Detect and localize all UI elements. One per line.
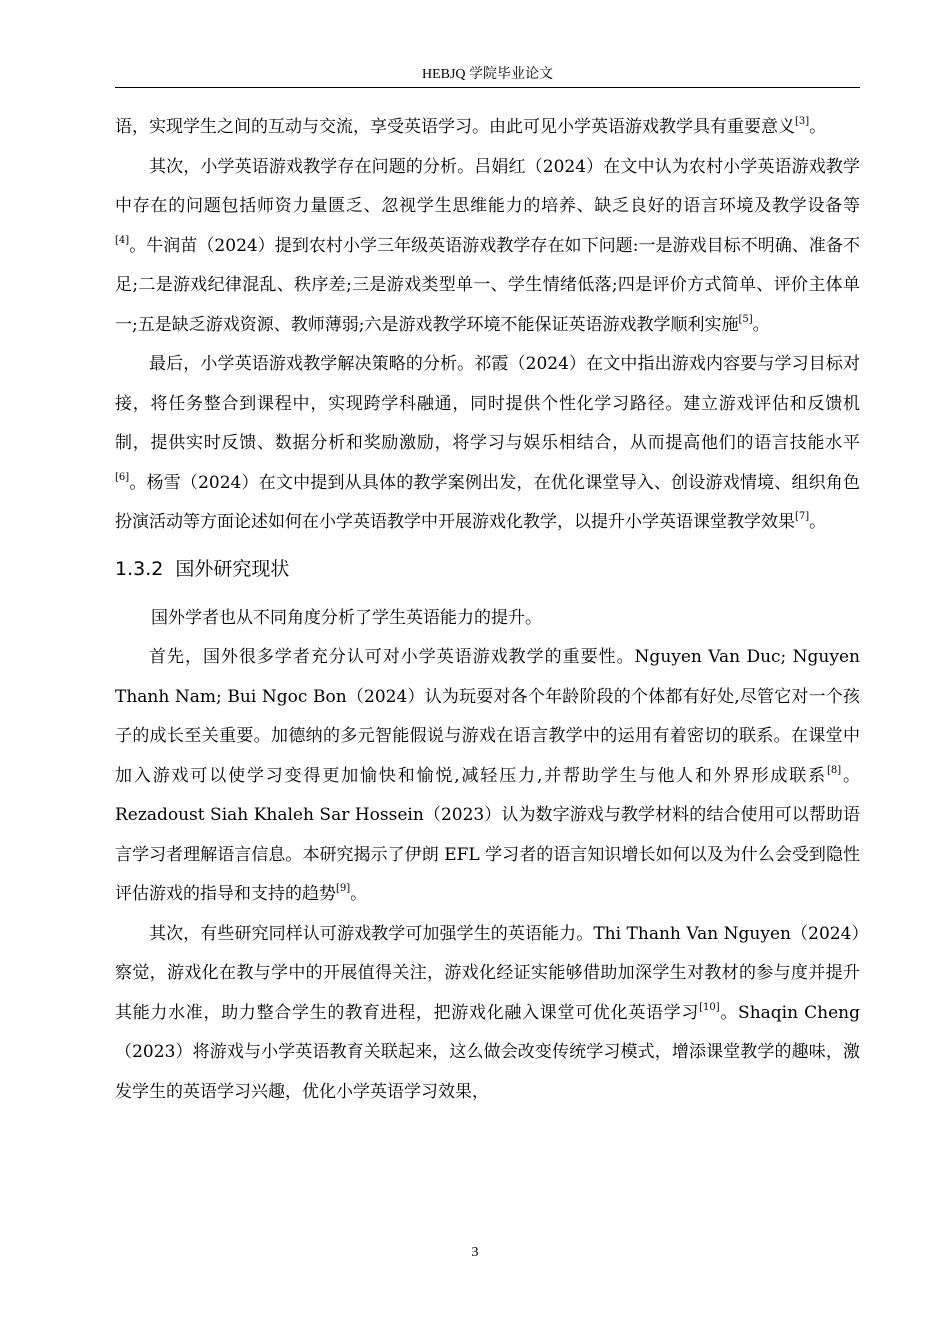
paragraph: 首先，国外很多学者充分认可对小学英语游戏教学的重要性。Nguyen Van Duc; Nguyen Thanh Nam; Bui Ngoc Bon（2024）认为玩耍对各个年龄阶段的个体都有好处,尽管它对一个孩子的成长至关重要。加德纳的多元智能假说与游戏在语言教学中的运用有着密切的联系。在课堂中加入游戏可以使学习变得更加愉快和愉悦,减轻压力,并帮助学生与他人和外界形成联系[8]。Rezadoust Siah Khaleh Sar Hossein（2023）认为数字游戏与教学材料的结合使用可以帮助语言学习者理解语言信息。本研究揭示了伊朗 EFL 学习者的语言知识增长如何以及为什么会受到隐性评估游戏的指导和支持的趋势[9]。 [115, 647, 861, 904]
citation: [4] [115, 234, 130, 246]
section-number: 1.3.2 [115, 557, 164, 580]
paragraph: 其次，有些研究同样认可游戏教学可加强学生的英语能力。Thi Thanh Van Nguyen（2024）察觉，游戏化在教与学中的开展值得关注，游戏化经证实能够借助加深学生对教材的参与度并提升其能力水准，助力整合学生的教育进程，把游戏化融入课堂可优化英语学习[10]。Shaqin Cheng（2023）将游戏与小学英语教育关联起来，这么做会改变传统学习模式，增添课堂教学的趣味，激发学生的英语学习兴趣，优化小学英语学习效果， [115, 923, 861, 1102]
citation: [9] [336, 883, 351, 894]
citation: [10] [699, 1001, 720, 1013]
paragraph: 国外学者也从不同角度分析了学生英语能力的提升。 [151, 607, 542, 628]
section-heading [115, 549, 860, 589]
page-number: 3 [471, 1245, 479, 1260]
citation: [6] [115, 471, 130, 483]
running-header: HEBJQ 学院毕业论文 [421, 67, 554, 82]
body-text [115, 108, 860, 1112]
citation: [5] [738, 313, 753, 325]
citation: [8] [826, 764, 842, 776]
section-title: 国外研究现状 [175, 557, 290, 580]
paragraph: 最后，小学英语游戏教学解决策略的分析。祁霞（2024）在文中指出游戏内容要与学习目标对接，将任务整合到课程中，实现跨学科融通，同时提供个性化学习路径。建立游戏评估和反馈机制，提供实时反馈、数据分析和奖励激励，将学习与娱乐相结合，从而提高他们的语言技能水平[6]。杨雪（2024）在文中提到从具体的教学案例出发，在优化课堂导入、创设游戏情境、组织角色扮演活动等方面论述如何在小学英语教学中开展游戏化教学，以提升小学英语课堂教学效果[7]。 [115, 354, 860, 532]
citation: [3] [795, 116, 810, 127]
paragraph: 语，实现学生之间的互动与交流，享受英语学习。由此可见小学英语游戏教学具有重要意义[3]。 [115, 116, 827, 137]
header-divider [115, 87, 860, 88]
paragraph: 其次，小学英语游戏教学存在问题的分析。吕娟红（2024）在文中认为农村小学英语游戏教学中存在的问题包括师资力量匮乏、忽视学生思维能力的培养、缺乏良好的语言环境及教学设备等[4]。牛润苗（2024）提到农村小学三年级英语游戏教学存在如下问题:一是游戏目标不明确、准备不足;二是游戏纪律混乱、秩序差;三是游戏类型单一、学生情绪低落;四是评价方式简单、评价主体单一;五是缺乏游戏资源、教师薄弱;六是游戏教学环境不能保证英语游戏教学顺利实施[5]。 [115, 156, 860, 335]
citation: [7] [795, 511, 810, 522]
